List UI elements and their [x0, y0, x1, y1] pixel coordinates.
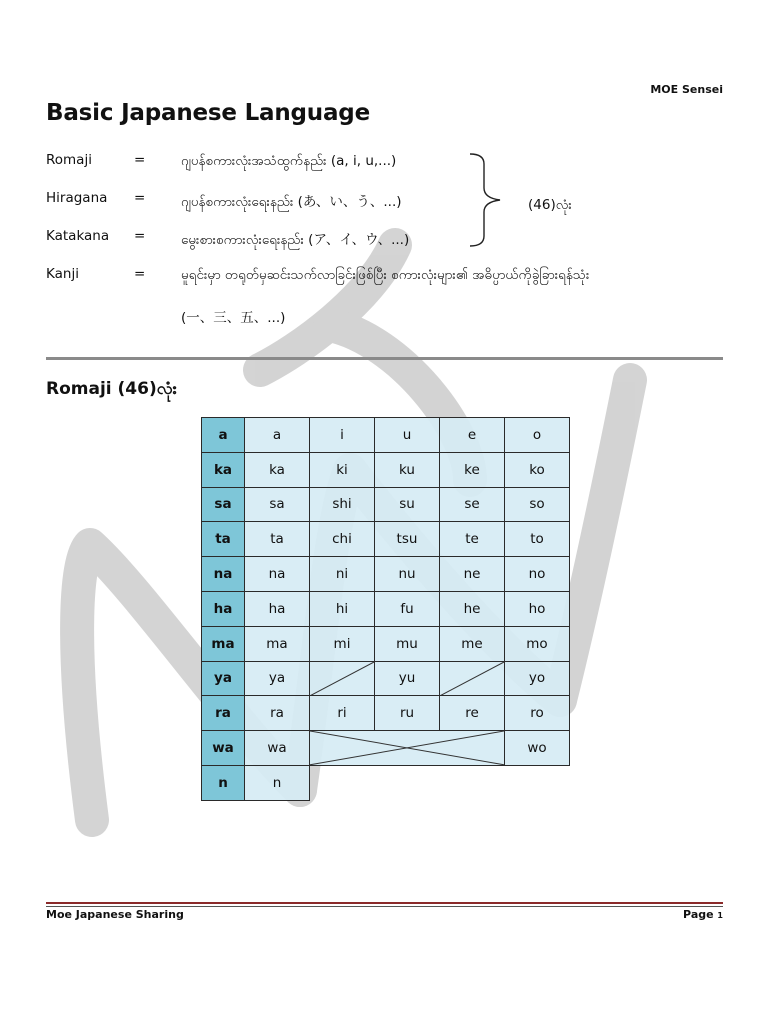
table-cell: ha — [245, 591, 310, 626]
table-cell: wo — [505, 731, 570, 766]
empty-cell-diagonal — [310, 662, 374, 696]
row-header-cell: ya — [202, 661, 245, 696]
table-cell: sa — [245, 487, 310, 522]
table-row — [202, 418, 570, 453]
table-row — [202, 626, 570, 661]
table-row — [202, 452, 570, 487]
table-cell: ro — [505, 696, 570, 731]
definition-row-kanji — [46, 266, 736, 288]
table-row — [202, 487, 570, 522]
definition-description: ဂျပန်စကားလုံးရေးနည်း (あ、い、う、...) — [181, 194, 402, 210]
blank-space — [440, 765, 505, 800]
row-header-cell: a — [202, 418, 245, 453]
table-cell: tsu — [375, 522, 440, 557]
empty-cell-diagonal — [440, 662, 504, 696]
definition-description: မူရင်းမှာ တရုတ်မှဆင်းသက်လာခြင်းဖြစ်ပြီး စကားလုံးများ၏ အဓိပ္ပာယ်ကိုခွဲခြားရန်သုံး — [181, 267, 590, 283]
page-number — [683, 908, 723, 921]
table-cell: yu — [375, 661, 440, 696]
page-number-value: 1 — [717, 911, 723, 920]
row-header-cell: ka — [202, 452, 245, 487]
row-header-cell: na — [202, 557, 245, 592]
empty-merged-cell — [310, 731, 505, 766]
footer-title: Moe Japanese Sharing — [46, 908, 184, 921]
table-row — [202, 731, 570, 766]
table-cell: ho — [505, 591, 570, 626]
table-cell: ka — [245, 452, 310, 487]
table-cell: te — [440, 522, 505, 557]
table-cell: su — [375, 487, 440, 522]
table-cell: ra — [245, 696, 310, 731]
table-cell: me — [440, 626, 505, 661]
table-cell: i — [310, 418, 375, 453]
table-cell: to — [505, 522, 570, 557]
author-header: MOE Sensei — [650, 83, 723, 96]
table-cell: u — [375, 418, 440, 453]
table-cell: he — [440, 591, 505, 626]
table-cell: wa — [245, 731, 310, 766]
row-header-cell: ta — [202, 522, 245, 557]
table-cell: ru — [375, 696, 440, 731]
section-divider — [46, 357, 723, 360]
table-cell: ku — [375, 452, 440, 487]
empty-cell — [310, 661, 375, 696]
footer-rule — [46, 902, 723, 904]
row-header-cell: wa — [202, 731, 245, 766]
table-cell: ma — [245, 626, 310, 661]
empty-cell-diagonal — [310, 731, 504, 765]
curly-brace — [466, 150, 506, 250]
table-cell: n — [245, 765, 310, 800]
definition-term: Hiragana — [46, 190, 108, 206]
table-cell: re — [440, 696, 505, 731]
table-cell: no — [505, 557, 570, 592]
table-cell: nu — [375, 557, 440, 592]
definition-equals: = — [134, 266, 146, 282]
table-cell: mo — [505, 626, 570, 661]
definition-description: မွေးစားစကားလုံးရေးနည်း (ア、イ、ウ、...) — [181, 232, 410, 248]
table-cell: na — [245, 557, 310, 592]
row-header-cell: ha — [202, 591, 245, 626]
definition-equals: = — [134, 228, 146, 244]
definition-row-hiragana — [46, 190, 736, 212]
footer-rule-thin — [46, 906, 723, 907]
row-header-cell: sa — [202, 487, 245, 522]
table-cell: ki — [310, 452, 375, 487]
table-cell: mi — [310, 626, 375, 661]
table-cell: ni — [310, 557, 375, 592]
table-cell: a — [245, 418, 310, 453]
table-row — [202, 696, 570, 731]
definition-description: ဂျပန်စကားလုံးအသံထွက်နည်း (a, i, u,...) — [181, 153, 397, 169]
definition-term: Katakana — [46, 228, 110, 244]
table-cell: mu — [375, 626, 440, 661]
empty-cell — [440, 661, 505, 696]
definition-term: Romaji — [46, 152, 92, 168]
definition-row-romaji — [46, 152, 736, 174]
table-row — [202, 591, 570, 626]
table-row — [202, 765, 570, 800]
page-label: Page — [683, 908, 714, 921]
definition-term: Kanji — [46, 266, 79, 282]
brace-count-label: (46)လုံး — [528, 197, 572, 213]
table-cell: so — [505, 487, 570, 522]
table-cell: fu — [375, 591, 440, 626]
romaji-table — [201, 417, 570, 801]
table-cell: o — [505, 418, 570, 453]
table-cell: se — [440, 487, 505, 522]
page-title: Basic Japanese Language — [46, 100, 370, 126]
definition-equals: = — [134, 152, 146, 168]
table-cell: ne — [440, 557, 505, 592]
row-header-cell: ra — [202, 696, 245, 731]
blank-space — [310, 765, 375, 800]
table-cell: ri — [310, 696, 375, 731]
definition-row-katakana — [46, 228, 736, 250]
table-cell: e — [440, 418, 505, 453]
table-cell: shi — [310, 487, 375, 522]
blank-space — [375, 765, 440, 800]
definition-equals: = — [134, 190, 146, 206]
section-title: Romaji (46)လုံး — [46, 379, 177, 399]
table-cell: chi — [310, 522, 375, 557]
row-header-cell: n — [202, 765, 245, 800]
table-row — [202, 522, 570, 557]
kanji-examples: (一、三、五、...) — [181, 310, 286, 326]
table-cell: yo — [505, 661, 570, 696]
table-row — [202, 557, 570, 592]
table-cell: ta — [245, 522, 310, 557]
table-cell: ko — [505, 452, 570, 487]
table-cell: hi — [310, 591, 375, 626]
table-cell: ke — [440, 452, 505, 487]
row-header-cell: ma — [202, 626, 245, 661]
table-row — [202, 661, 570, 696]
blank-space — [505, 765, 570, 800]
table-cell: ya — [245, 661, 310, 696]
